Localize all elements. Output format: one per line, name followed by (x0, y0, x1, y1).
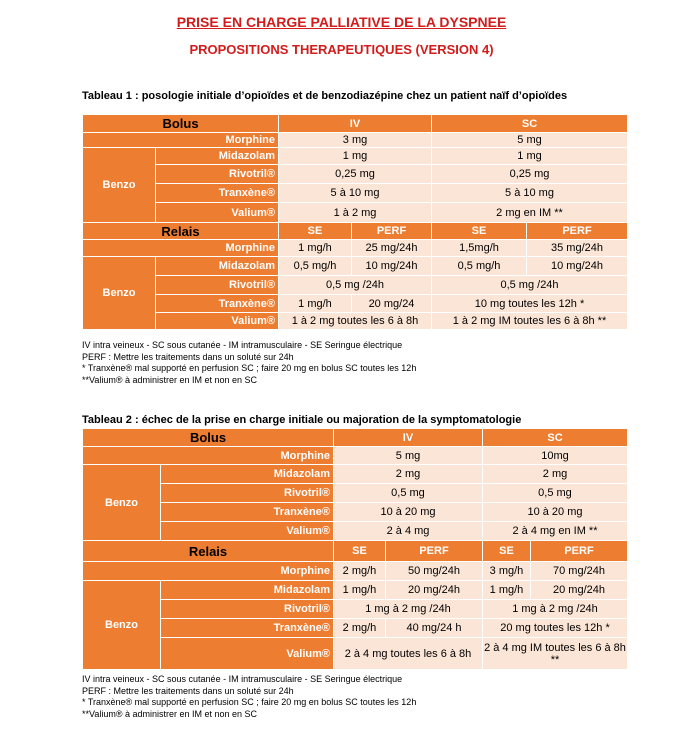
relais-valium-label: Valium® (156, 313, 279, 330)
t2-relais-rivotril-sc: 1 mg à 2 mg /24h (483, 600, 628, 619)
table2-notes (82, 674, 416, 720)
rivotril-label: Rivotril® (156, 165, 279, 184)
t2-valium-iv: 2 à 4 mg (334, 522, 483, 541)
relais-valium-sc: 1 à 2 mg IM toutes les 6 à 8h ** (432, 313, 628, 330)
note-tranxene: * Tranxène® mal supporté en perfusion SC ; faire 20 mg en bolus SC toutes les 12h (82, 363, 417, 373)
t2-relais-tranxene-iv-se: 2 mg/h (334, 619, 386, 638)
t2-benzo-label: Benzo (83, 465, 161, 541)
relais-rivotril-sc: 0,5 mg /24h (432, 276, 628, 295)
t2-iv-se-header: SE (334, 541, 386, 562)
relais-midazolam-sc-se: 0,5 mg/h (432, 257, 527, 276)
relais-tranxene-iv-se: 1 mg/h (279, 295, 352, 313)
t2-relais-valium-sc (483, 638, 628, 670)
sc-perf-header: PERF (527, 223, 628, 240)
sc-se-header: SE (432, 223, 527, 240)
bolus-header: Bolus (83, 115, 279, 133)
t2-morphine-iv: 5 mg (334, 447, 483, 465)
t2-relais-valium-iv: 2 à 4 mg toutes les 6 à 8h (334, 638, 483, 670)
t2-relais-tranxene-iv-perf: 40 mg/24 h (386, 619, 483, 638)
table2 (82, 428, 628, 670)
relais-header: Relais (83, 223, 279, 240)
relais-midazolam-sc-perf: 10 mg/24h (527, 257, 628, 276)
relais-midazolam-iv-perf: 10 mg/24h (352, 257, 432, 276)
t2-relais-benzo-label: Benzo (83, 581, 161, 670)
t2-sc-se-header: SE (483, 541, 531, 562)
valium-label: Valium® (156, 203, 279, 223)
t2-note-perf: PERF : Mettre les traitements dans un soluté sur 24h (82, 685, 294, 696)
t2-midazolam-iv: 2 mg (334, 465, 483, 484)
morphine-label: Morphine (83, 133, 279, 148)
t2-valium-sc: 2 à 4 mg en IM ** (483, 522, 628, 541)
t2-relais-morphine-sc-se: 3 mg/h (483, 562, 531, 581)
t2-tranxene-label: Tranxène® (161, 503, 334, 522)
t2-relais-midazolam-sc-perf: 20 mg/24h (531, 581, 628, 600)
t2-relais-midazolam-iv-perf: 20 mg/24h (386, 581, 483, 600)
t2-relais-midazolam-sc-se: 1 mg/h (483, 581, 531, 600)
t2-relais-morphine-iv-perf: 50 mg/24h (386, 562, 483, 581)
t2-relais-header: Relais (83, 541, 334, 562)
table1-caption: Tableau 1 : posologie initiale d’opioïdes et de benzodiazépine chez un patient naïf d’opioïdes (82, 90, 568, 102)
relais-tranxene-label: Tranxène® (156, 295, 279, 313)
relais-rivotril-label: Rivotril® (156, 276, 279, 295)
t2-relais-valium-sc-line2: ** (550, 653, 560, 666)
midazolam-iv: 1 mg (279, 148, 432, 165)
t2-note-abbreviations: IV intra veineux - SC sous cutanée - IM intramusculaire - SE Seringue électrique (82, 674, 403, 684)
valium-sc: 2 mg en IM ** (432, 203, 628, 223)
tranxene-label: Tranxène® (156, 184, 279, 203)
page-title: PRISE EN CHARGE PALLIATIVE DE LA DYSPNEE (176, 14, 507, 30)
morphine-sc: 5 mg (432, 133, 628, 148)
t2-sc-perf-header: PERF (531, 541, 628, 562)
t2-iv-header: IV (334, 429, 483, 447)
tranxene-iv: 5 à 10 mg (279, 184, 432, 203)
table1 (82, 114, 628, 330)
t2-relais-valium-label: Valium® (161, 638, 334, 670)
t2-morphine-sc: 10mg (483, 447, 628, 465)
relais-morphine-iv-se: 1 mg/h (279, 240, 352, 257)
t2-note-tranxene: * Tranxène® mal supporté en perfusion SC ; faire 20 mg en bolus SC toutes les 12h (82, 697, 417, 707)
relais-valium-iv: 1 à 2 mg toutes les 6 à 8h (279, 313, 432, 330)
tranxene-sc: 5 à 10 mg (432, 184, 628, 203)
t2-relais-rivotril-iv: 1 mg à 2 mg /24h (334, 600, 483, 619)
rivotril-sc: 0,25 mg (432, 165, 628, 184)
relais-tranxene-iv-perf: 20 mg/24 (352, 295, 432, 313)
t2-rivotril-iv: 0,5 mg (334, 484, 483, 503)
t2-relais-tranxene-sc: 20 mg toutes les 12h * (483, 619, 628, 638)
relais-tranxene-sc: 10 mg toutes les 12h * (432, 295, 628, 313)
t2-rivotril-sc: 0,5 mg (483, 484, 628, 503)
t2-relais-tranxene-label: Tranxène® (161, 619, 334, 638)
note-abbreviations: IV intra veineux - SC sous cutanée - IM intramusculaire - SE Seringue électrique (82, 340, 403, 350)
t2-relais-morphine-label: Morphine (83, 562, 334, 581)
t2-relais-morphine-iv-se: 2 mg/h (334, 562, 386, 581)
t2-tranxene-iv: 10 à 20 mg (334, 503, 483, 522)
benzo-label: Benzo (83, 148, 156, 223)
sc-header: SC (432, 115, 628, 133)
t2-midazolam-label: Midazolam (161, 465, 334, 484)
t2-morphine-label: Morphine (83, 447, 334, 465)
t2-relais-midazolam-iv-se: 1 mg/h (334, 581, 386, 600)
relais-midazolam-iv-se: 0,5 mg/h (279, 257, 352, 276)
iv-perf-header: PERF (352, 223, 432, 240)
t2-rivotril-label: Rivotril® (161, 484, 334, 503)
midazolam-sc: 1 mg (432, 148, 628, 165)
t2-relais-rivotril-label: Rivotril® (161, 600, 334, 619)
table2-caption: Tableau 2 : échec de la prise en charge initiale ou majoration de la symptomatologie (82, 414, 522, 426)
t2-midazolam-sc: 2 mg (483, 465, 628, 484)
t2-relais-midazolam-label: Midazolam (161, 581, 334, 600)
relais-morphine-sc-se: 1,5mg/h (432, 240, 527, 257)
relais-morphine-label: Morphine (83, 240, 279, 257)
t2-tranxene-sc: 10 à 20 mg (483, 503, 628, 522)
t2-note-valium: **Valium® à administrer en IM et non en SC (82, 708, 258, 719)
iv-se-header: SE (279, 223, 352, 240)
rivotril-iv: 0,25 mg (279, 165, 432, 184)
note-valium: **Valium® à administrer en IM et non en SC (82, 374, 258, 385)
valium-iv: 1 à 2 mg (279, 203, 432, 223)
t2-relais-valium-sc-line1: 2 à 4 mg IM toutes les 6 à 8h (484, 641, 626, 654)
note-perf: PERF : Mettre les traitements dans un soluté sur 24h (82, 351, 294, 362)
morphine-iv: 3 mg (279, 133, 432, 148)
relais-midazolam-label: Midazolam (156, 257, 279, 276)
t2-sc-header: SC (483, 429, 628, 447)
table1-notes (82, 340, 416, 386)
page-subtitle: PROPOSITIONS THERAPEUTIQUES (VERSION 4) (189, 42, 494, 57)
t2-iv-perf-header: PERF (386, 541, 483, 562)
relais-rivotril-iv: 0,5 mg /24h (279, 276, 432, 295)
relais-morphine-iv-perf: 25 mg/24h (352, 240, 432, 257)
t2-bolus-header: Bolus (83, 429, 334, 447)
relais-morphine-sc-perf: 35 mg/24h (527, 240, 628, 257)
iv-header: IV (279, 115, 432, 133)
midazolam-label: Midazolam (156, 148, 279, 165)
t2-valium-label: Valium® (161, 522, 334, 541)
relais-benzo-label: Benzo (83, 257, 156, 330)
t2-relais-morphine-sc-perf: 70 mg/24h (531, 562, 628, 581)
